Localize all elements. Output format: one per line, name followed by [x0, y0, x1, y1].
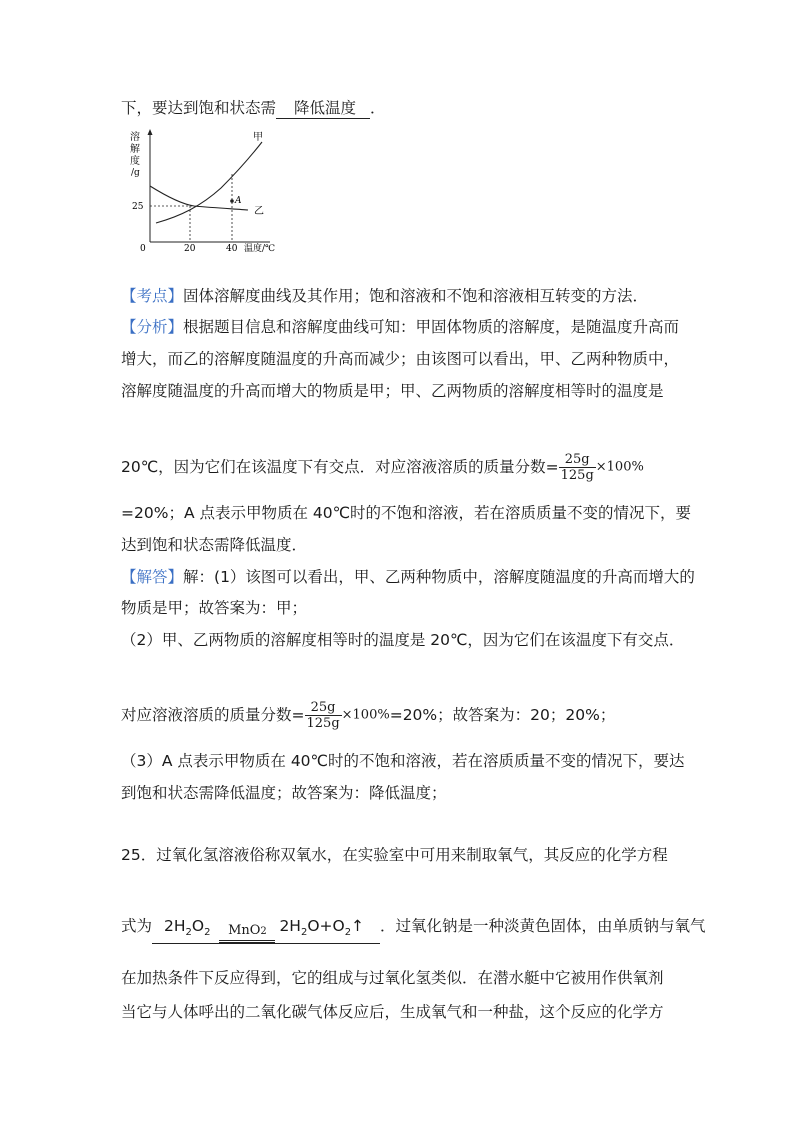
curve-jia	[156, 142, 262, 223]
q25-line-4: 当它与人体呼出的二氧化碳气体反应后，生成氧气和一种盐，这个反应的化学方	[121, 1003, 664, 1021]
eq-product2-sub: 2	[344, 927, 352, 939]
solubility-chart	[126, 128, 276, 253]
jieda-line-3: （2）甲、乙两物质的溶解度相等时的温度是 20℃，因为它们在该温度下有交点．	[121, 631, 685, 649]
jieda-line-1	[121, 567, 695, 587]
eq-reactant-sub2: 2	[204, 927, 211, 939]
xlabel: 温度/℃	[244, 244, 276, 253]
q25-line-2	[121, 916, 705, 944]
fenxi-line-1	[121, 317, 679, 337]
jieda-text-4-end: =20%；故答案为：20；20%；	[389, 706, 616, 724]
eq-product1-o: O+O	[307, 917, 345, 935]
fenxi-line-5: =20%；A 点表示甲物质在 40℃时的不饱和溶液，若在溶质质量不变的情况下，要	[121, 504, 692, 522]
curve-yi	[150, 186, 248, 210]
fenxi-times: ×100%	[595, 459, 644, 475]
label-jia: 甲	[253, 132, 263, 143]
jieda-line-6: 到饱和状态需降低温度；故答案为：降低温度；	[121, 784, 447, 802]
fenxi-line-6: 达到饱和状态需降低温度．	[121, 536, 308, 554]
eq-catalyst-sub: 2	[260, 926, 267, 938]
y-axis-arrow	[148, 129, 153, 135]
eq-product1-sub: 2	[300, 927, 308, 939]
eq-reactant-sub1: 2	[185, 927, 192, 939]
eq-product1: 2H	[279, 917, 301, 935]
jieda-text-1: 解：(1）该图可以看出，甲、乙两种物质中，溶解度随温度的升高而增大的	[183, 568, 695, 586]
label-yi: 乙	[254, 206, 264, 217]
fenxi-line-4	[121, 452, 644, 483]
x-tick-20: 20	[184, 244, 196, 253]
fenxi-frac-num: 25g	[559, 452, 596, 468]
q25-equation	[152, 916, 380, 944]
ylabel-char-1: 溶	[130, 132, 140, 143]
q25-text-post: ．过氧化钠是一种淡黄色固体，由单质钠与氧气	[379, 917, 706, 935]
jieda-times: ×100%	[341, 707, 390, 723]
eq-gas-arrow: ↑	[351, 917, 365, 935]
x-tick-40: 40	[226, 244, 238, 253]
jieda-frac-den: 125g	[306, 716, 340, 731]
intro-text: 下，要达到饱和状态需	[121, 99, 277, 117]
ylabel-char-2: 解	[130, 144, 140, 155]
q25-line-3: 在加热条件下反应得到，它的组成与过氧化氢类似．在潜水艇中它被用作供氧剂	[121, 969, 664, 987]
jieda-line-2: 物质是甲；故答案为：甲；	[121, 599, 308, 617]
jieda-text-4: 对应溶液溶质的质量分数=	[121, 706, 305, 724]
fenxi-fraction	[559, 452, 596, 483]
kaodian-text: 固体溶解度曲线及其作用；饱和溶液和不饱和溶液相互转变的方法．	[183, 287, 649, 305]
jieda-tag: 【解答】	[121, 568, 184, 586]
kaodian-tag: 【考点】	[121, 287, 184, 305]
fenxi-tag: 【分析】	[121, 318, 184, 336]
jieda-fraction	[305, 700, 342, 731]
y-tick-25: 25	[132, 202, 144, 212]
ylabel-char-3: 度	[130, 156, 140, 167]
origin-label: 0	[140, 244, 146, 253]
fenxi-text-1: 根据题目信息和溶解度曲线可知：甲固体物质的溶解度，是随温度升高而	[183, 318, 680, 336]
fenxi-frac-den: 125g	[560, 468, 594, 483]
ylabel-char-4: /g	[131, 168, 140, 178]
q25-text-pre: 式为	[121, 917, 153, 935]
jieda-line-4	[121, 700, 615, 731]
eq-reactant: 2H	[164, 917, 186, 935]
fenxi-line-3: 溶解度随温度的升高而增大的物质是甲；甲、乙两物质的溶解度相等时的温度是	[121, 382, 664, 400]
fenxi-line-2: 增大，而乙的溶解度随温度的升高而减少；由该图可以看出，甲、乙两种物质中，	[121, 350, 680, 368]
intro-answer: 降低温度	[276, 98, 370, 119]
intro-end: ．	[370, 99, 386, 117]
point-a	[230, 199, 234, 203]
fenxi-text-4: 20℃，因为它们在该温度下有交点．对应溶液溶质的质量分数=	[121, 458, 559, 476]
jieda-line-5: （3）A 点表示甲物质在 40℃时的不饱和溶液，若在溶质质量不变的情况下，要达	[121, 752, 685, 770]
intro-line	[121, 98, 386, 119]
eq-catalyst-block	[219, 925, 275, 943]
eq-reactant-o: O	[191, 917, 205, 935]
point-a-label: A	[235, 196, 242, 206]
q25-line-1: 25．过氧化氢溶液俗称双氧水，在实验室中可用来制取氧气，其反应的化学方程	[121, 846, 668, 864]
jieda-frac-num: 25g	[305, 700, 342, 716]
eq-catalyst	[219, 921, 275, 942]
kaodian-line	[121, 286, 648, 306]
eq-catalyst-text: MnO	[228, 923, 261, 939]
